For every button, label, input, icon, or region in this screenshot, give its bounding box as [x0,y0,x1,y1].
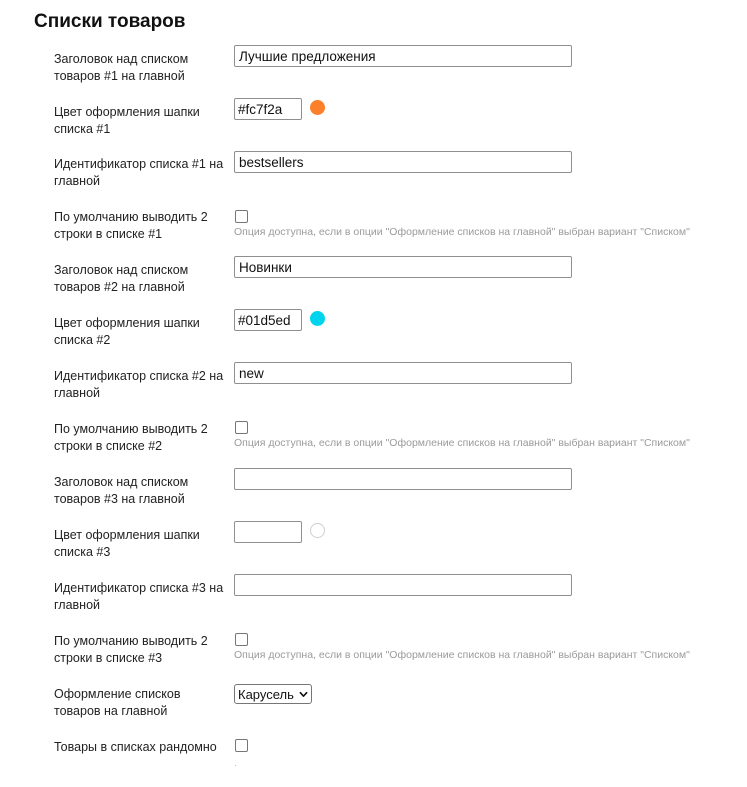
list3-two-rows-control [234,633,690,662]
list3-two-rows-checkbox[interactable] [235,633,248,646]
list3-color-swatch[interactable] [310,523,325,538]
list2-color-control [234,309,325,331]
list1-id-input[interactable] [234,151,572,173]
list3-two-rows-hint: Опция доступна, если в опции "Оформление списков на главной" выбран вариант "Списком" [234,649,690,661]
list1-color-label: Цвет оформления шапки списка #1 [54,105,200,136]
lists-style-selected-value: Карусель [238,686,294,702]
list1-title-input[interactable] [234,45,572,67]
list1-color-swatch[interactable] [310,100,325,115]
list1-two-rows-hint: Опция доступна, если в опции "Оформление списков на главной" выбран вариант "Списком" [234,226,690,238]
list1-color-input[interactable] [234,98,302,120]
list3-two-rows-label: По умолчанию выводить 2 строки в списке #3 [54,634,208,665]
list2-title-input[interactable] [234,256,572,278]
list1-id-label: Идентификатор списка #1 на главной [54,157,224,188]
list1-color-control [234,98,325,120]
list2-two-rows-hint: Опция доступна, если в опции "Оформление списков на главной" выбран вариант "Списком" [234,437,690,449]
list3-title-input[interactable] [234,468,572,490]
list3-color-input[interactable] [234,521,302,543]
random-products-checkbox[interactable] [235,739,248,752]
decorative-dot [235,765,236,766]
list1-two-rows-checkbox[interactable] [235,210,248,223]
section-title: Списки товаров [34,11,186,32]
list1-title-label: Заголовок над списком товаров #1 на главной [54,52,189,83]
list3-color-label: Цвет оформления шапки списка #3 [54,528,200,559]
random-products-control [234,739,248,752]
list2-id-label: Идентификатор списка #2 на главной [54,369,224,400]
list3-id-input[interactable] [234,574,572,596]
chevron-down-icon [299,690,308,699]
list2-color-swatch[interactable] [310,311,325,326]
list3-id-label: Идентификатор списка #3 на главной [54,581,224,612]
list2-id-input[interactable] [234,362,572,384]
list2-two-rows-control [234,421,690,450]
lists-style-select[interactable] [234,684,312,704]
lists-style-control [234,684,312,704]
list2-two-rows-checkbox[interactable] [235,421,248,434]
list2-color-input[interactable] [234,309,302,331]
list2-two-rows-label: По умолчанию выводить 2 строки в списке #2 [54,422,208,453]
list1-two-rows-label: По умолчанию выводить 2 строки в списке #1 [54,210,208,241]
lists-style-label: Оформление списков товаров на главной [54,687,181,718]
random-products-label: Товары в списках рандомно [54,740,217,754]
list2-title-label: Заголовок над списком товаров #2 на главной [54,263,189,294]
list3-title-label: Заголовок над списком товаров #3 на главной [54,475,189,506]
list2-color-label: Цвет оформления шапки списка #2 [54,316,200,347]
list1-two-rows-control [234,210,690,239]
list3-color-control [234,521,325,543]
